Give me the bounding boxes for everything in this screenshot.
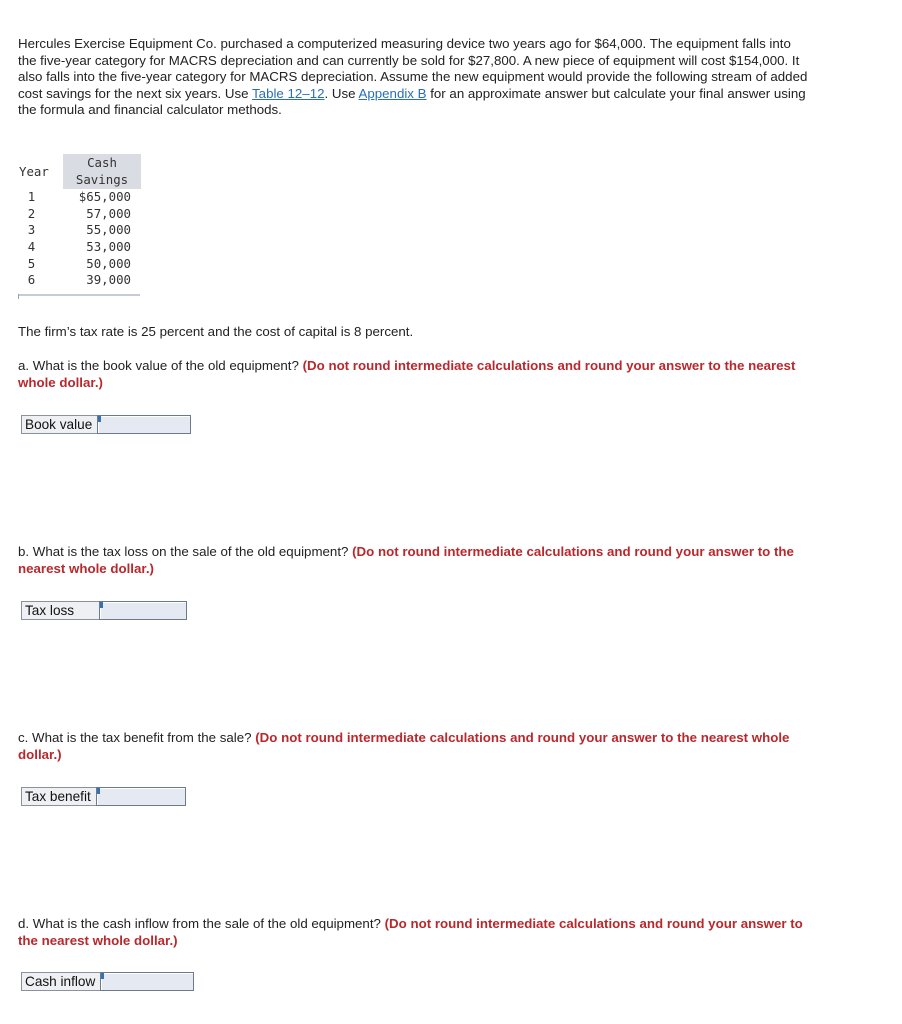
savings-cell: $65,000 <box>78 189 131 205</box>
book-value-input-wrap <box>97 415 191 434</box>
problem-text-part-1: Hercules Exercise Equipment Co. purchased a computerized measuring device two years ago for $64,000. The equipment falls into the five-year category for MACRS depreciation and can currently be sold for $27,800. A new piece of equipment will cost $154,000. It also falls into the five-year category for MACRS depreciation. Assume the new equipment would provide the following stream of added cost savings for the next six years. Use <box>18 36 808 101</box>
savings-cell: 39,000 <box>86 272 131 288</box>
year-column-header: Year <box>19 164 49 180</box>
year-cell: 3 <box>27 222 36 238</box>
year-cell: 6 <box>27 272 36 288</box>
cash-savings-table <box>18 154 141 289</box>
tax-rate-statement: The firm’s tax rate is 25 percent and the cost of capital is 8 percent. <box>18 324 414 339</box>
table-bottom-rule <box>18 294 140 296</box>
question-a-rounding-note: (Do not round intermediate calculations and round your answer to the nearest whole dollar.) <box>18 358 796 390</box>
year-cell: 4 <box>27 238 36 254</box>
question-d <box>18 916 808 949</box>
problem-statement <box>18 36 808 119</box>
question-a <box>18 358 808 391</box>
table-row <box>18 256 141 273</box>
savings-cell: 55,000 <box>86 222 131 238</box>
tax-loss-label: Tax loss <box>21 601 99 620</box>
year-cell: 2 <box>27 205 36 221</box>
table-row <box>18 239 141 256</box>
answer-row-cash-inflow <box>21 972 194 991</box>
cash-inflow-label: Cash inflow <box>21 972 100 991</box>
question-d-prompt: d. What is the cash inflow from the sale of the old equipment? <box>18 916 381 931</box>
table-row <box>18 222 141 239</box>
tax-benefit-input[interactable] <box>96 787 186 806</box>
savings-cell: 57,000 <box>86 205 131 221</box>
savings-cell: 50,000 <box>86 255 131 271</box>
tax-loss-input-wrap <box>99 601 187 620</box>
problem-text-part-3: for an approximate answer but calculate your final answer using the formula and financial calculator methods. <box>18 85 806 118</box>
book-value-label: Book value <box>21 415 97 434</box>
table-row <box>18 206 141 223</box>
year-cell: 5 <box>27 255 36 271</box>
answer-row-book-value <box>21 415 191 434</box>
table-12-12-link[interactable]: Table 12–12 <box>252 85 325 101</box>
answer-row-tax-loss <box>21 601 187 620</box>
cash-savings-column-header <box>63 154 141 189</box>
question-d-rounding-note: (Do not round intermediate calculations and round your answer to the nearest whole dollar.) <box>18 916 803 948</box>
answer-row-tax-benefit <box>21 787 186 806</box>
tax-benefit-label: Tax benefit <box>21 787 96 806</box>
question-b-prompt: b. What is the tax loss on the sale of the old equipment? <box>18 544 349 559</box>
question-c-rounding-note: (Do not round intermediate calculations and round your answer to the nearest whole dollar.) <box>18 730 790 762</box>
savings-cell: 53,000 <box>86 238 131 254</box>
cash-savings-header-line-2: Savings <box>75 171 129 187</box>
tax-benefit-input-wrap <box>96 787 186 806</box>
table-row <box>18 189 141 206</box>
question-a-prompt: a. What is the book value of the old equipment? <box>18 358 299 373</box>
appendix-b-link[interactable]: Appendix B <box>358 85 427 101</box>
question-b-rounding-note: (Do not round intermediate calculations and round your answer to the nearest whole dollar.) <box>18 544 794 576</box>
cash-inflow-input[interactable] <box>100 972 194 991</box>
table-row <box>18 272 141 289</box>
year-cell: 1 <box>27 189 36 205</box>
cash-inflow-input-wrap <box>100 972 194 991</box>
tax-loss-input[interactable] <box>99 601 187 620</box>
problem-text-part-2: . Use <box>324 85 359 101</box>
book-value-input[interactable] <box>97 415 191 434</box>
cash-savings-header-line-1: Cash <box>87 155 117 170</box>
question-c-prompt: c. What is the tax benefit from the sale? <box>18 730 252 745</box>
question-b <box>18 544 808 577</box>
question-c <box>18 730 808 763</box>
